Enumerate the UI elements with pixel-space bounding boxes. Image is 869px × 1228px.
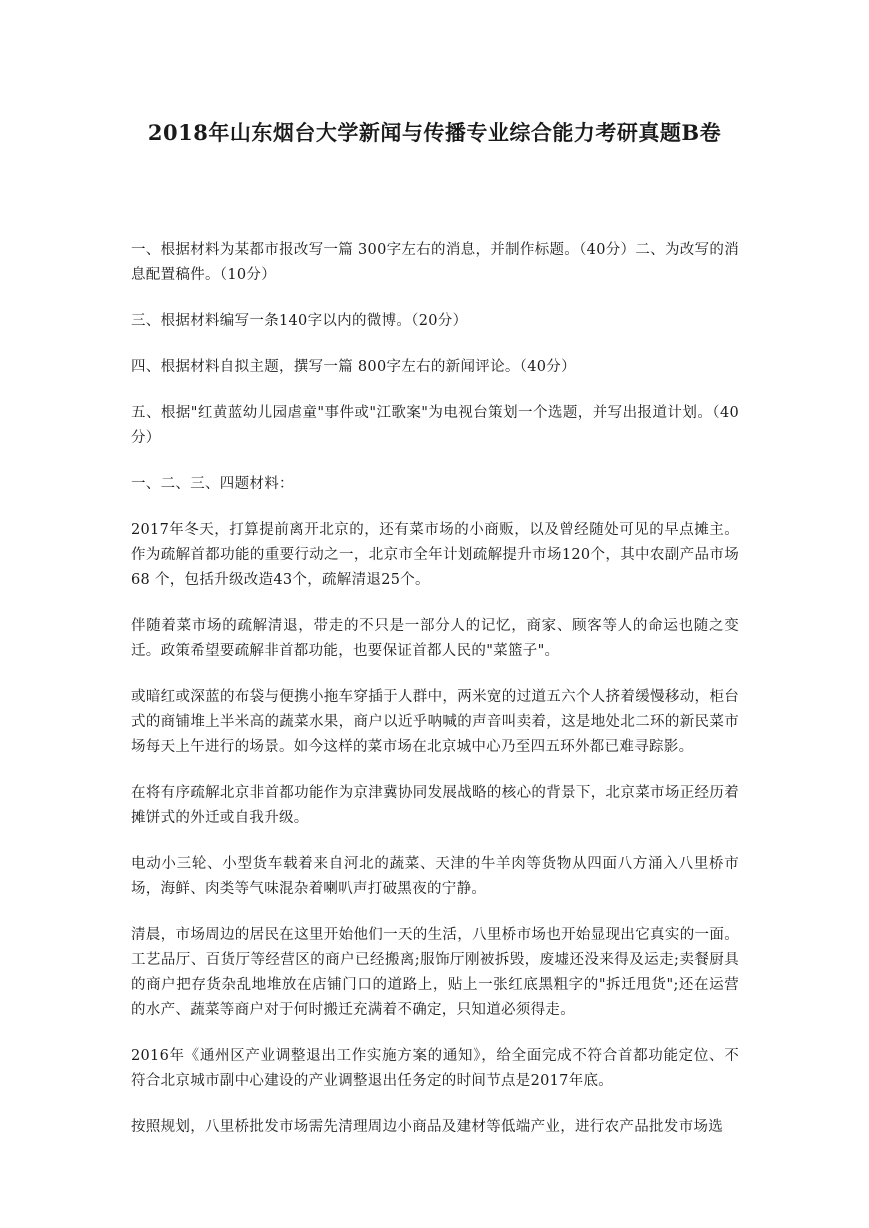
material-paragraph: 在将有序疏解北京非首都功能作为京津冀协同发展战略的核心的背景下，北京菜市场正经历着摊饼式的外迁或自我升级。: [131, 785, 739, 826]
material-paragraph: 按照规划，八里桥批发市场需先清理周边小商品及建材等低端产业，进行农产品批发市场选: [131, 1119, 723, 1135]
material-paragraph: 清晨，市场周边的居民在这里开始他们一天的生活，八里桥市场也开始显现出它真实的一面。工艺品厅、百货厅等经营区的商户已经搬离;服饰厅刚被拆毁，废墟还没来得及运走;卖餐厨具的商户把存货杂乱地堆放在店铺门口的道路上，贴上一张红底黑粗字的"拆迁甩货";还在运营的水产、蔬菜等商户对于何时搬迁充满着不确定，只知道必须得走。: [131, 927, 739, 1018]
question-1-2: 一、根据材料为某都市报改写一篇 300字左右的消息，并制作标题。（40分）二、为改写的消息配置稿件。（10分）: [131, 242, 739, 283]
material-paragraph: 2017年冬天，打算提前离开北京的，还有菜市场的小商贩，以及曾经随处可见的早点摊主。作为疏解首都功能的重要行动之一，北京市全年计划疏解提升市场120个，其中农副产品市场68 个，包括升级改造43个，疏解清退25个。: [131, 522, 739, 588]
material-heading: 一、二、三、四题材料：: [131, 476, 294, 492]
material-paragraph: 2016年《通州区产业调整退出工作实施方案的通知》，给全面完成不符合首都功能定位、不符合北京城市副中心建设的产业调整退出任务定的时间节点是2017年底。: [131, 1048, 739, 1089]
material-paragraph: 或暗红或深蓝的布袋与便携小拖车穿插于人群中，两米宽的过道五六个人挤着缓慢移动，柜台式的商铺堆上半米高的蔬菜水果，商户以近乎呐喊的声音叫卖着，这是地处北二环的新民菜市场每天上午进行的场景。如今这样的菜市场在北京城中心乃至四五环外都已难寻踪影。: [131, 689, 739, 755]
material-paragraph: 伴随着菜市场的疏解清退，带走的不只是一部分人的记忆，商家、顾客等人的命运也随之变迁。政策希望要疏解非首都功能，也要保证首都人民的"菜篮子"。: [131, 618, 739, 659]
material-paragraph: 电动小三轮、小型货车载着来自河北的蔬菜、天津的牛羊肉等货物从四面八方涌入八里桥市场，海鲜、肉类等气味混杂着喇叭声打破黑夜的宁静。: [131, 856, 739, 897]
document-body: [131, 238, 739, 1161]
question-3: 三、根据材料编写一条140字以内的微博。（20分）: [131, 313, 468, 329]
question-5: 五、根据"红黄蓝幼儿园虐童"事件或"江歌案"为电视台策划一个选题，并写出报道计划。（40分）: [131, 405, 739, 446]
document-title: 2018年山东烟台大学新闻与传播专业综合能力考研真题B卷: [147, 120, 722, 145]
question-4: 四、根据材料自拟主题，撰写一篇 800字左右的新闻评论。（40分）: [131, 359, 576, 375]
